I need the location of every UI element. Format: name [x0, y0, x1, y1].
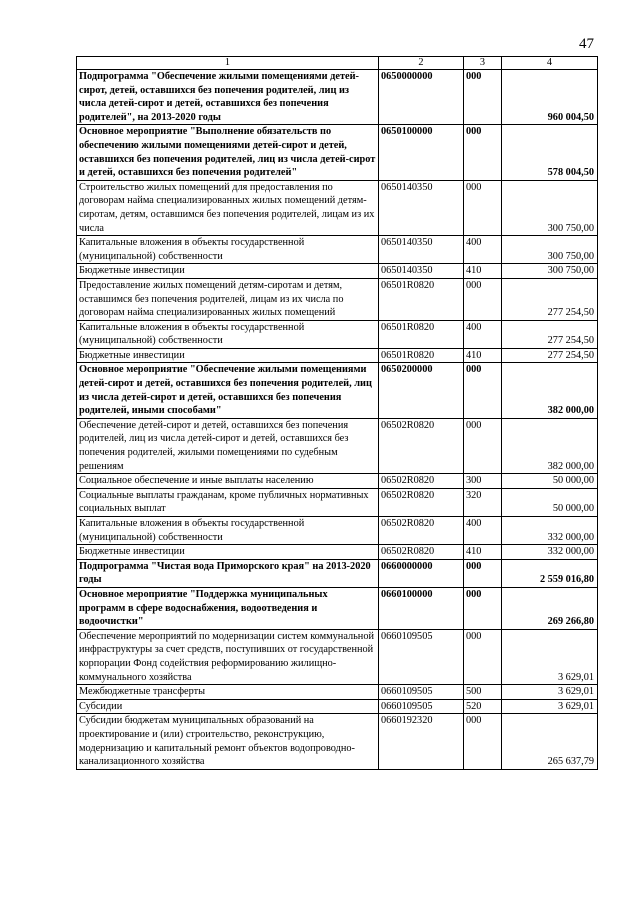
- row-code: 0650140350: [379, 264, 464, 279]
- row-type: 000: [464, 587, 502, 629]
- row-amount: 50 000,00: [502, 474, 598, 489]
- row-name: Основное мероприятие "Выполнение обязательств по обеспечению жилыми помещениями детей-сирот и детей, оставшихся без попечения родителей, лиц из числа детей-сирот и детей, оставшихся без попечения родителей": [77, 125, 379, 180]
- header-col-2: 2: [379, 57, 464, 70]
- row-type: 000: [464, 278, 502, 320]
- row-name: Подпрограмма "Чистая вода Приморского края" на 2013-2020 годы: [77, 559, 379, 587]
- table-row: [77, 70, 598, 125]
- row-amount: 382 000,00: [502, 363, 598, 418]
- table-row: [77, 348, 598, 363]
- page-number: 47: [579, 36, 594, 52]
- row-name: Обеспечение детей-сирот и детей, оставшихся без попечения родителей, лиц из числа детей-сирот и детей, оставшихся без попечения родителей, жилыми помещениями по судебным решениям: [77, 418, 379, 473]
- row-code: 0660109505: [379, 685, 464, 700]
- row-type: 400: [464, 236, 502, 264]
- row-code: 0660100000: [379, 587, 464, 629]
- row-amount: 300 750,00: [502, 236, 598, 264]
- table-row: [77, 125, 598, 180]
- table-row: [77, 587, 598, 629]
- table-row: [77, 363, 598, 418]
- row-name: Социальные выплаты гражданам, кроме публичных нормативных социальных выплат: [77, 488, 379, 516]
- row-code: 0660000000: [379, 559, 464, 587]
- row-amount: 382 000,00: [502, 418, 598, 473]
- row-code: 06502R0820: [379, 488, 464, 516]
- row-code: 06501R0820: [379, 320, 464, 348]
- row-type: 520: [464, 699, 502, 714]
- row-type: 410: [464, 264, 502, 279]
- row-code: 06502R0820: [379, 474, 464, 489]
- row-code: 06502R0820: [379, 418, 464, 473]
- row-name: Субсидии бюджетам муниципальных образований на проектирование и (или) строительство, реконструкцию, модернизацию и капитальный ремонт объектов водопроводно-канализационного хозяйства: [77, 714, 379, 769]
- row-name: Обеспечение мероприятий по модернизации систем коммунальной инфраструктуры за счет средств, поступивших от государственной корпорации Фонд содействия реформированию жилищно-коммунального хозяйства: [77, 629, 379, 684]
- row-name: Основное мероприятие "Обеспечение жилыми помещениями детей-сирот и детей, оставшихся без попечения родителей, лиц из числа детей-сирот и детей, оставшихся без попечения родителей, иными способами": [77, 363, 379, 418]
- table-row: [77, 488, 598, 516]
- table-row: [77, 685, 598, 700]
- table-row: [77, 559, 598, 587]
- row-type: 400: [464, 517, 502, 545]
- row-code: 0650140350: [379, 180, 464, 235]
- row-amount: 3 629,01: [502, 629, 598, 684]
- row-amount: 277 254,50: [502, 320, 598, 348]
- row-code: 0660109505: [379, 699, 464, 714]
- row-name: Предоставление жилых помещений детям-сиротам и детям, оставшимся без попечения родителей, лицам из их числа по договорам найма специализированных жилых помещений: [77, 278, 379, 320]
- row-type: 500: [464, 685, 502, 700]
- row-name: Межбюджетные трансферты: [77, 685, 379, 700]
- table-header-row: [77, 57, 598, 70]
- row-amount: 300 750,00: [502, 264, 598, 279]
- row-name: Основное мероприятие "Поддержка муниципальных программ в сфере водоснабжения, водоотведения и водоочистки": [77, 587, 379, 629]
- row-type: 000: [464, 363, 502, 418]
- row-type: 000: [464, 629, 502, 684]
- header-col-1: 1: [77, 57, 379, 70]
- row-name: Бюджетные инвестиции: [77, 264, 379, 279]
- table-row: [77, 180, 598, 235]
- row-code: 06502R0820: [379, 545, 464, 560]
- table-row: [77, 278, 598, 320]
- row-amount: 332 000,00: [502, 545, 598, 560]
- header-col-4: 4: [502, 57, 598, 70]
- row-type: 000: [464, 180, 502, 235]
- header-col-3: 3: [464, 57, 502, 70]
- row-name: Бюджетные инвестиции: [77, 545, 379, 560]
- row-amount: 332 000,00: [502, 517, 598, 545]
- row-type: 000: [464, 714, 502, 769]
- row-amount: 578 004,50: [502, 125, 598, 180]
- table-row: [77, 545, 598, 560]
- row-name: Подпрограмма "Обеспечение жилыми помещениями детей-сирот, детей, оставшихся без попечения родителей, лиц из числа детей-сирот и детей, оставшихся без попечения родителей", на 2013-2020 годы: [77, 70, 379, 125]
- row-amount: 3 629,01: [502, 699, 598, 714]
- row-amount: 2 559 016,80: [502, 559, 598, 587]
- row-code: 0660192320: [379, 714, 464, 769]
- row-name: Капитальные вложения в объекты государственной (муниципальной) собственности: [77, 320, 379, 348]
- row-type: 320: [464, 488, 502, 516]
- table-body: [77, 70, 598, 770]
- table-row: [77, 264, 598, 279]
- row-amount: 277 254,50: [502, 348, 598, 363]
- row-type: 000: [464, 125, 502, 180]
- row-type: 410: [464, 545, 502, 560]
- row-name: Строительство жилых помещений для предоставления по договорам найма специализированных жилых помещений детям-сиротам, детям, оставшимся без попечения родителей, лицам из их числа: [77, 180, 379, 235]
- row-name: Бюджетные инвестиции: [77, 348, 379, 363]
- table-row: [77, 629, 598, 684]
- table-row: [77, 320, 598, 348]
- table-row: [77, 699, 598, 714]
- table-row: [77, 418, 598, 473]
- row-code: 0660109505: [379, 629, 464, 684]
- row-amount: 300 750,00: [502, 180, 598, 235]
- row-code: 06501R0820: [379, 348, 464, 363]
- row-name: Социальное обеспечение и иные выплаты населению: [77, 474, 379, 489]
- table-row: [77, 236, 598, 264]
- row-code: 06502R0820: [379, 517, 464, 545]
- table-row: [77, 714, 598, 769]
- row-code: 0650140350: [379, 236, 464, 264]
- row-type: 400: [464, 320, 502, 348]
- table-row: [77, 474, 598, 489]
- row-name: Субсидии: [77, 699, 379, 714]
- row-amount: 269 266,80: [502, 587, 598, 629]
- row-type: 000: [464, 418, 502, 473]
- row-amount: 50 000,00: [502, 488, 598, 516]
- row-type: 300: [464, 474, 502, 489]
- row-type: 000: [464, 70, 502, 125]
- row-name: Капитальные вложения в объекты государственной (муниципальной) собственности: [77, 517, 379, 545]
- row-code: 0650200000: [379, 363, 464, 418]
- table-row: [77, 517, 598, 545]
- budget-table: [76, 56, 598, 770]
- row-amount: 265 637,79: [502, 714, 598, 769]
- row-code: 0650000000: [379, 70, 464, 125]
- row-amount: 277 254,50: [502, 278, 598, 320]
- row-amount: 3 629,01: [502, 685, 598, 700]
- row-type: 000: [464, 559, 502, 587]
- row-name: Капитальные вложения в объекты государственной (муниципальной) собственности: [77, 236, 379, 264]
- row-type: 410: [464, 348, 502, 363]
- row-amount: 960 004,50: [502, 70, 598, 125]
- row-code: 0650100000: [379, 125, 464, 180]
- row-code: 06501R0820: [379, 278, 464, 320]
